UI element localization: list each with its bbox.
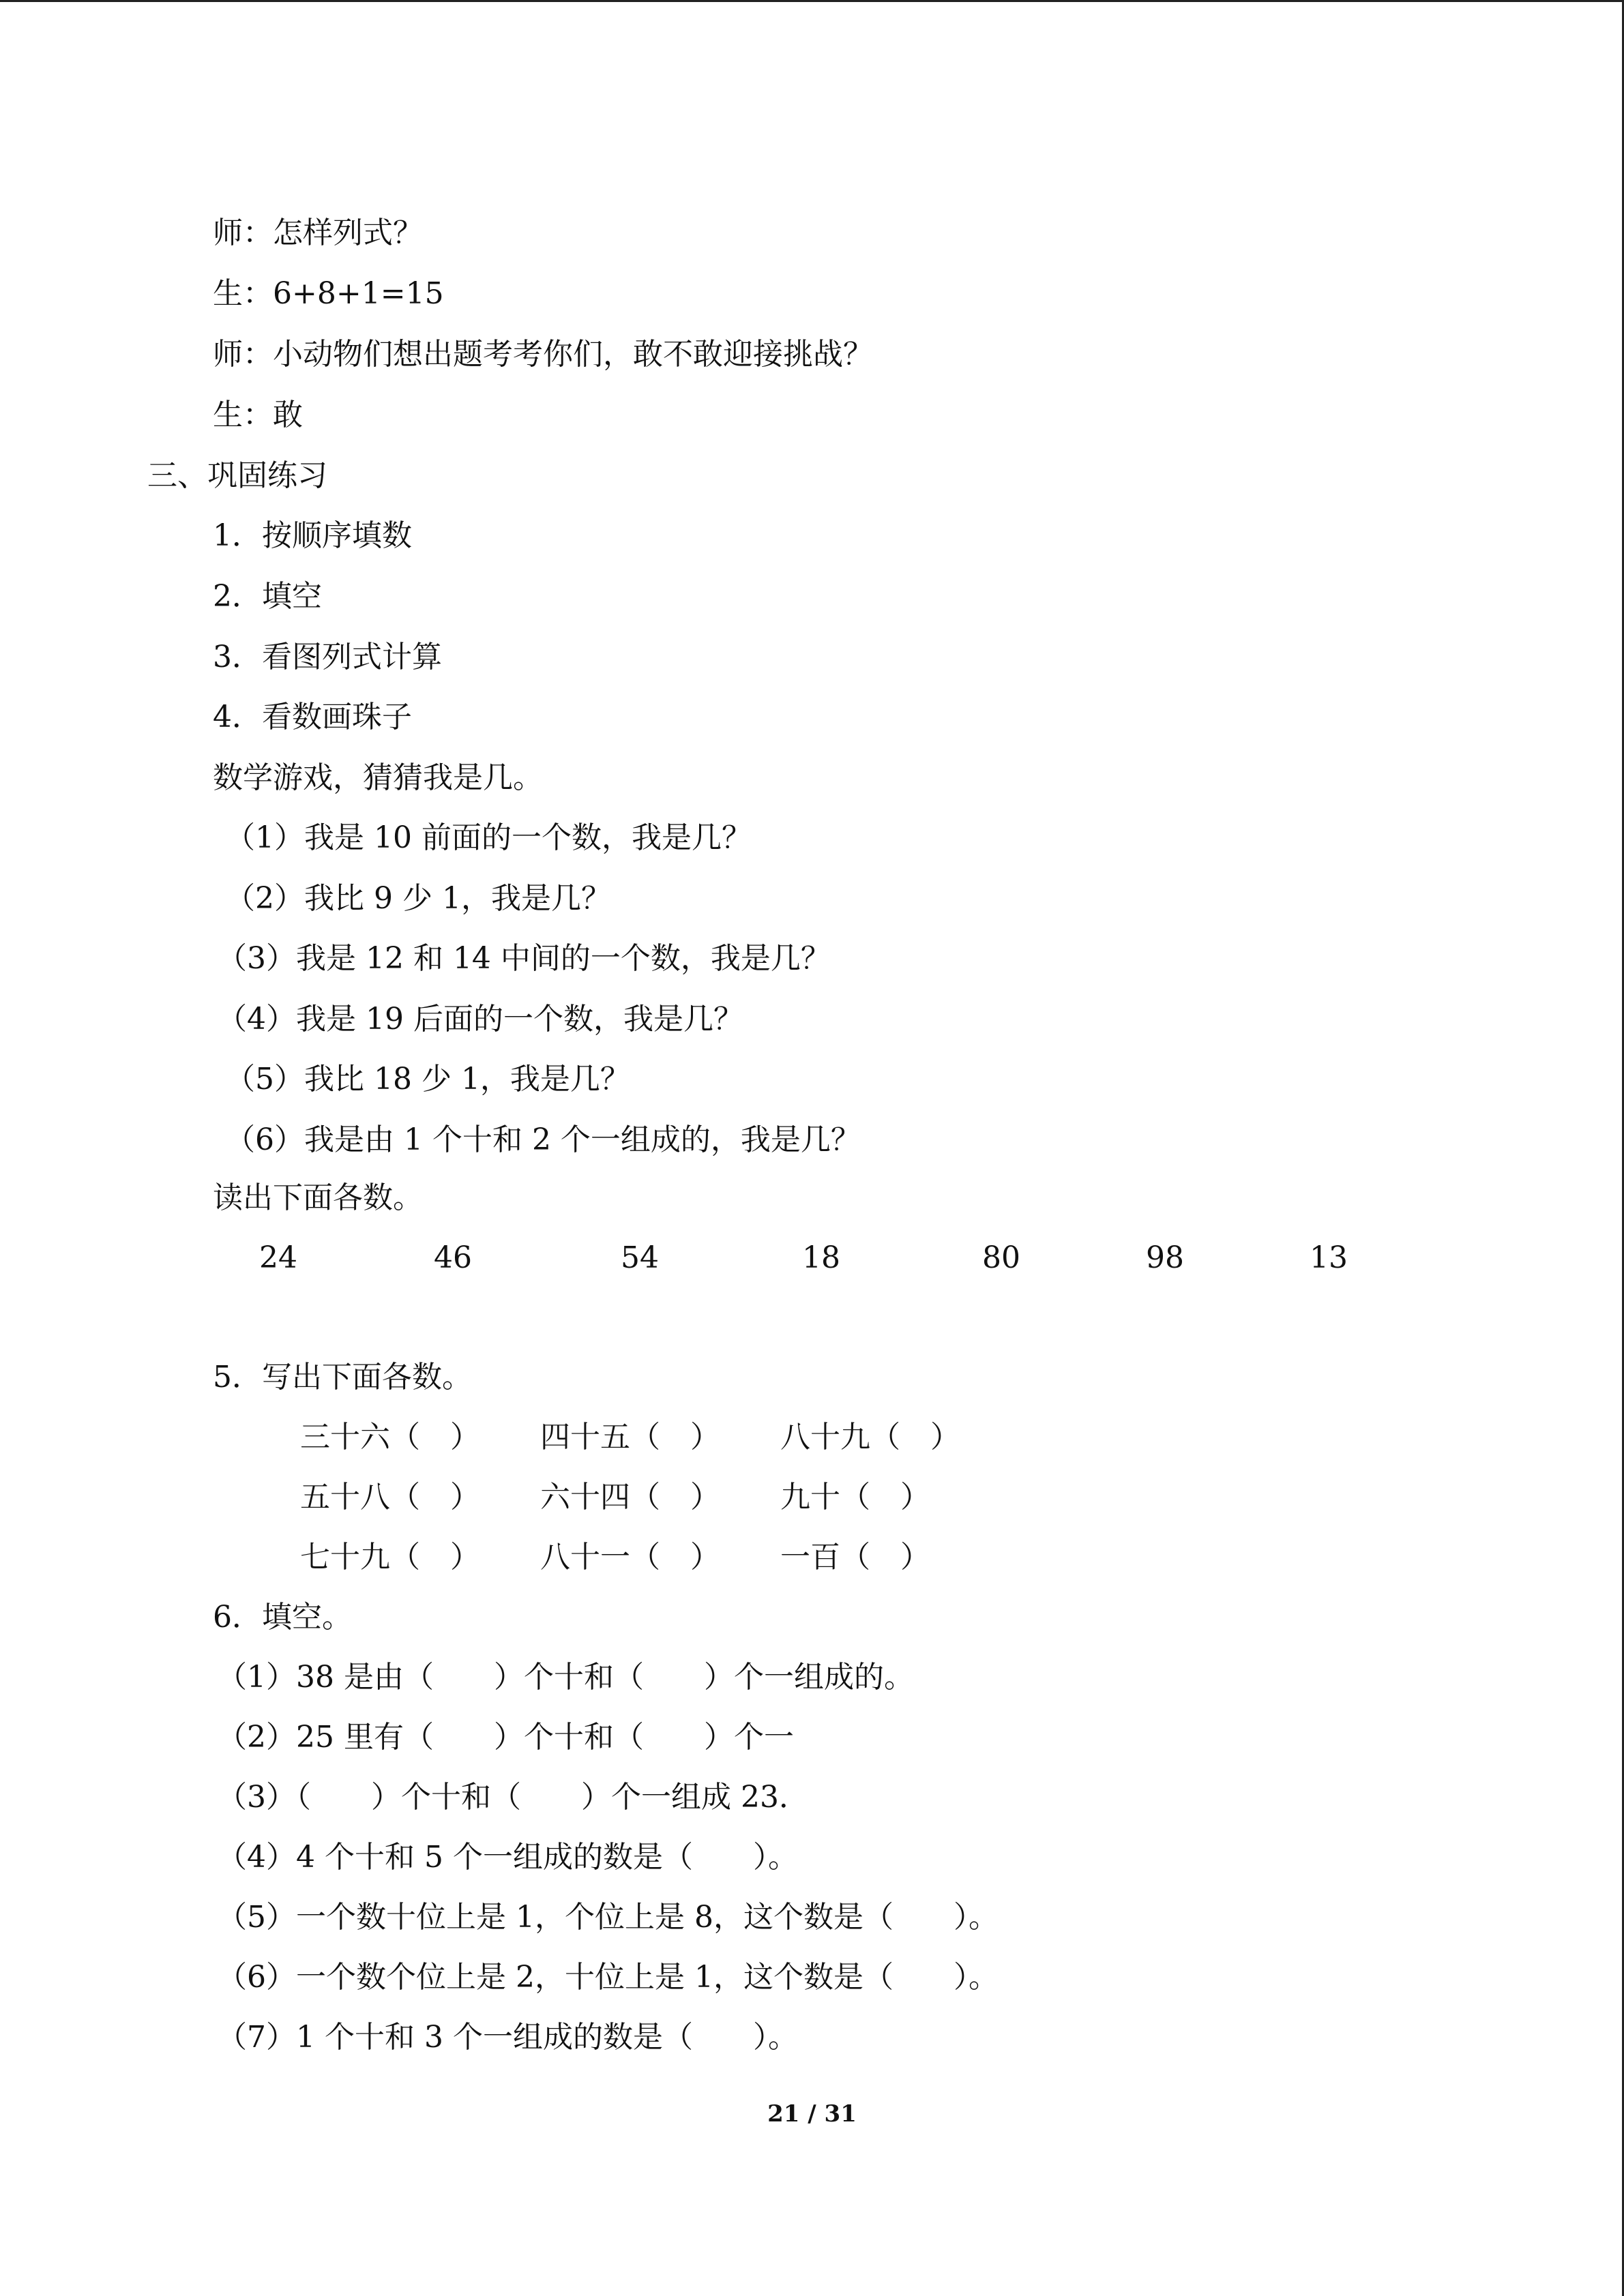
dialogue-line: 生：6+8+1=15 — [213, 276, 444, 311]
fill-blank-item: （5）一个数十位上是 1，个位上是 8，这个数是（ ）。 — [217, 1900, 999, 1935]
write-number-item: 五十八（ ） — [300, 1480, 480, 1515]
number-to-read: 46 — [434, 1240, 472, 1275]
game-question: （5）我比 18 少 1，我是几？ — [225, 1062, 630, 1097]
practice-item: 1．按顺序填数 — [213, 518, 412, 553]
write-number-item: 六十四（ ） — [540, 1480, 720, 1515]
page-indicator: 21 / 31 — [767, 2100, 857, 2128]
game-question: （4）我是 19 后面的一个数，我是几？ — [217, 1002, 743, 1037]
top-border — [0, 0, 1624, 2]
fill-blank-item: （6）一个数个位上是 2，十位上是 1，这个数是（ ）。 — [217, 1960, 999, 1995]
write-number-item: 八十九（ ） — [780, 1420, 960, 1455]
fill-blank-item: （1）38 是由（ ）个十和（ ）个一组成的。 — [217, 1660, 914, 1695]
dialogue-line: 师：小动物们想出题考考你们，敢不敢迎接挑战？ — [213, 337, 873, 372]
write-number-item: 三十六（ ） — [300, 1420, 480, 1455]
fill-blanks-title: 6．填空。 — [213, 1600, 352, 1635]
number-to-read: 24 — [259, 1240, 297, 1275]
game-title: 数学游戏，猜猜我是几。 — [213, 760, 543, 795]
fill-blank-item: （2）25 里有（ ）个十和（ ）个一 — [217, 1720, 794, 1755]
fill-blank-item: （4）4 个十和 5 个一组成的数是（ ）。 — [217, 1840, 798, 1875]
practice-item: 3．看图列式计算 — [213, 640, 442, 674]
dialogue-line: 生：敢 — [213, 398, 303, 432]
read-numbers-title: 读出下面各数。 — [213, 1180, 423, 1215]
number-to-read: 13 — [1310, 1240, 1348, 1275]
write-numbers-title: 5．写出下面各数。 — [213, 1360, 472, 1395]
number-to-read: 98 — [1146, 1240, 1184, 1275]
section-title: 三、巩固练习 — [147, 458, 327, 493]
write-number-item: 八十一（ ） — [540, 1540, 720, 1575]
game-question: （1）我是 10 前面的一个数，我是几？ — [225, 820, 752, 855]
practice-item: 2．填空 — [213, 579, 322, 614]
dialogue-line: 师：怎样列式？ — [213, 215, 423, 250]
fill-blank-item: （7）1 个十和 3 个一组成的数是（ ）。 — [217, 2020, 798, 2055]
write-number-item: 四十五（ ） — [540, 1420, 720, 1455]
number-to-read: 18 — [802, 1240, 840, 1275]
practice-item: 4．看数画珠子 — [213, 700, 412, 734]
game-question: （2）我比 9 少 1，我是几？ — [225, 881, 611, 916]
fill-blank-item: （3）（ ）个十和（ ）个一组成 23． — [217, 1780, 809, 1815]
write-number-item: 七十九（ ） — [300, 1540, 480, 1575]
write-number-item: 九十（ ） — [780, 1480, 930, 1515]
game-question: （6）我是由 1 个十和 2 个一组成的，我是几？ — [225, 1122, 861, 1157]
number-to-read: 80 — [982, 1240, 1020, 1275]
game-question: （3）我是 12 和 14 中间的一个数，我是几？ — [217, 941, 831, 976]
number-to-read: 54 — [621, 1240, 659, 1275]
write-number-item: 一百（ ） — [780, 1540, 930, 1575]
